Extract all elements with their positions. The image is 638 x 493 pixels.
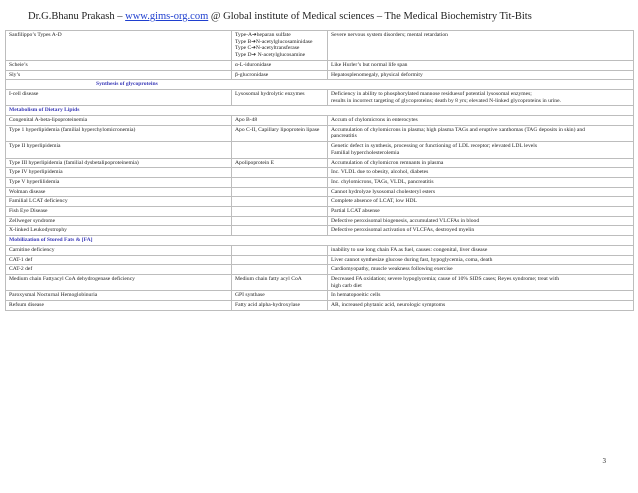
- enzyme-cell: [232, 255, 328, 265]
- description-cell: Inc. chylomicrons, TAGs, VLDL, pancreatitis: [328, 177, 634, 187]
- enzyme-cell: [232, 197, 328, 207]
- table-row: [6, 31, 634, 61]
- disorder-cell: Type V hyperlilidemia: [6, 177, 232, 187]
- disorder-cell: I-cell disease: [6, 89, 232, 105]
- description-cell: Like Hurler’s but normal life span: [328, 60, 634, 70]
- description-cell: Accumulation of chylomicrons in plasma; high plasma TAGs and eruptive xanthomas (TAG deposits in skin) and pancreatitis: [328, 125, 634, 141]
- section-title: Mobilization of Stored Fats & [FA]: [6, 236, 634, 246]
- enzyme-cell: GPI synthase: [232, 291, 328, 301]
- table-row: [6, 226, 634, 236]
- description-cell: Cannot hydrolyze lysosomal cholesteryl esters: [328, 187, 634, 197]
- header-title: @ Global institute of Medical sciences – The Medical Biochemistry Tit-Bits: [210, 11, 532, 22]
- page-number: 3: [602, 457, 606, 465]
- description-cell: Genetic defect in synthesis, processing or functioning of LDL receptor; elevated LDL levels Familial hypercholesterolemia: [328, 142, 634, 158]
- description-cell: AR, increased phytanic acid, neurologic symptoms: [328, 301, 634, 311]
- description-cell: Accum of chylomicrons in enterocytes: [328, 116, 634, 126]
- disorder-cell: Type IV hyperlipidemia: [6, 168, 232, 178]
- disorder-cell: Fish Eye Disease: [6, 207, 232, 217]
- enzyme-cell: Lysosomal hydrolytic enzymes: [232, 89, 328, 105]
- description-cell: Decreased FA oxidation; severe hypoglycemia; cause of 10% SIDS cases; Reyes syndrome; treat with high carb diet: [328, 274, 634, 290]
- description-cell: Complete absence of LCAT, low HDL: [328, 197, 634, 207]
- table-row: [6, 274, 634, 290]
- table-row: [6, 142, 634, 158]
- table-row: [6, 89, 634, 105]
- enzyme-cell: [232, 168, 328, 178]
- table-row: [6, 207, 634, 217]
- enzyme-cell: Medium chain fatty acyl CoA: [232, 274, 328, 290]
- description-cell: Cardiomyopathy, muscle weakness following exercise: [328, 265, 634, 275]
- disorders-table: [5, 30, 634, 311]
- disorder-cell: Sly’s: [6, 70, 232, 80]
- description-cell: In hematopoeitic cells: [328, 291, 634, 301]
- table-row: [6, 255, 634, 265]
- disorder-cell: X-linked Leukodystrophy: [6, 226, 232, 236]
- section-header-row: [6, 236, 634, 246]
- enzyme-cell: β-glucronidase: [232, 70, 328, 80]
- enzyme-cell: Apo B-48: [232, 116, 328, 126]
- section-header-row: [6, 106, 634, 116]
- description-cell: Partial LCAT absense: [328, 207, 634, 217]
- enzyme-cell: α-L-iduronidase: [232, 60, 328, 70]
- header-author: Dr.G.Bhanu Prakash –: [28, 11, 123, 22]
- disorder-cell: Wolman disease: [6, 187, 232, 197]
- enzyme-cell: [232, 226, 328, 236]
- enzyme-cell: [232, 177, 328, 187]
- section-header-row: [6, 80, 634, 90]
- enzyme-cell: [232, 265, 328, 275]
- header-link[interactable]: www.gims-org.com: [125, 11, 209, 22]
- table-row: [6, 265, 634, 275]
- table-row: [6, 301, 634, 311]
- description-cell: inability to use long chain FA as fuel, causes: congenital, liver disease: [328, 245, 634, 255]
- disorder-cell: Sanfilippo’s Types A-D: [6, 31, 232, 61]
- table-row: [6, 197, 634, 207]
- section-title: Synthesis of glycoproteins: [6, 80, 634, 90]
- table-row: [6, 216, 634, 226]
- enzyme-cell: [232, 187, 328, 197]
- page-header: [28, 11, 532, 22]
- description-cell: Inc. VLDL due to obesity, alcohol, diabetes: [328, 168, 634, 178]
- enzyme-cell: Apolipoprotein E: [232, 158, 328, 168]
- disorder-cell: Carnitine deficiency: [6, 245, 232, 255]
- table-row: [6, 70, 634, 80]
- description-cell: Accumulation of chylomicron remnants in plasma: [328, 158, 634, 168]
- table-row: [6, 116, 634, 126]
- disorder-cell: Familial LCAT deficiency: [6, 197, 232, 207]
- disorder-cell: Congenital A-beta-lipoproteinemia: [6, 116, 232, 126]
- table-row: [6, 245, 634, 255]
- disorder-cell: CAT-2 def: [6, 265, 232, 275]
- enzyme-cell: [232, 207, 328, 217]
- table-row: [6, 291, 634, 301]
- table-row: [6, 177, 634, 187]
- description-cell: Defective peroxisomal activation of VLCFAs, destroyed myelin: [328, 226, 634, 236]
- enzyme-cell: [232, 142, 328, 158]
- table-row: [6, 158, 634, 168]
- table-row: [6, 125, 634, 141]
- disorder-cell: Zellweger syndrome: [6, 216, 232, 226]
- enzyme-cell: [232, 216, 328, 226]
- disorder-cell: Scheie’s: [6, 60, 232, 70]
- disorder-cell: Type III hyperlipidemia (familial dysbetalipoproteinemia): [6, 158, 232, 168]
- table-row: [6, 60, 634, 70]
- enzyme-cell: Fatty acid alpha-hydroxylase: [232, 301, 328, 311]
- description-cell: Severe nervous system disorders; mental retardation: [328, 31, 634, 61]
- table-row: [6, 168, 634, 178]
- enzyme-cell: [232, 245, 328, 255]
- section-title: Metabolism of Dietary Lipids: [6, 106, 634, 116]
- description-cell: Hepatosplenomegaly, physical deformity: [328, 70, 634, 80]
- enzyme-cell: Apo C-II, Capillary lipoprotein lipase: [232, 125, 328, 141]
- description-cell: Deficiency in ability to phosphorylated mannose residuesof potential lysosomal enzymes; results in incorrect targeting of glycoproteins; death by 8 yrs; elevated N-linked glycoproteins in urine.: [328, 89, 634, 105]
- disorder-cell: Paroxysmal Nocturnal Hemoglobinuria: [6, 291, 232, 301]
- table-row: [6, 187, 634, 197]
- description-cell: Liver cannot synthesize glucose during fast, hypoglycemia, coma, death: [328, 255, 634, 265]
- disorder-cell: Type 1 hyperlipidemia (familial hyperchylomicronemia): [6, 125, 232, 141]
- disorder-cell: Refsum disease: [6, 301, 232, 311]
- enzyme-cell: Type-A➔heparan sulfate Type B➔N-acetylglucosaminidase Type C➔N-acetyltransferase Type D➔ N-acetylglucosamine: [232, 31, 328, 61]
- disorder-cell: Type II hyperlipidemia: [6, 142, 232, 158]
- description-cell: Defective peroxisomal biogenesis, accumulated VLCFAs in blood: [328, 216, 634, 226]
- disorder-cell: CAT-1 def: [6, 255, 232, 265]
- disorder-cell: Medium chain Fattyacyl CoA dehydrogenase deficiency: [6, 274, 232, 290]
